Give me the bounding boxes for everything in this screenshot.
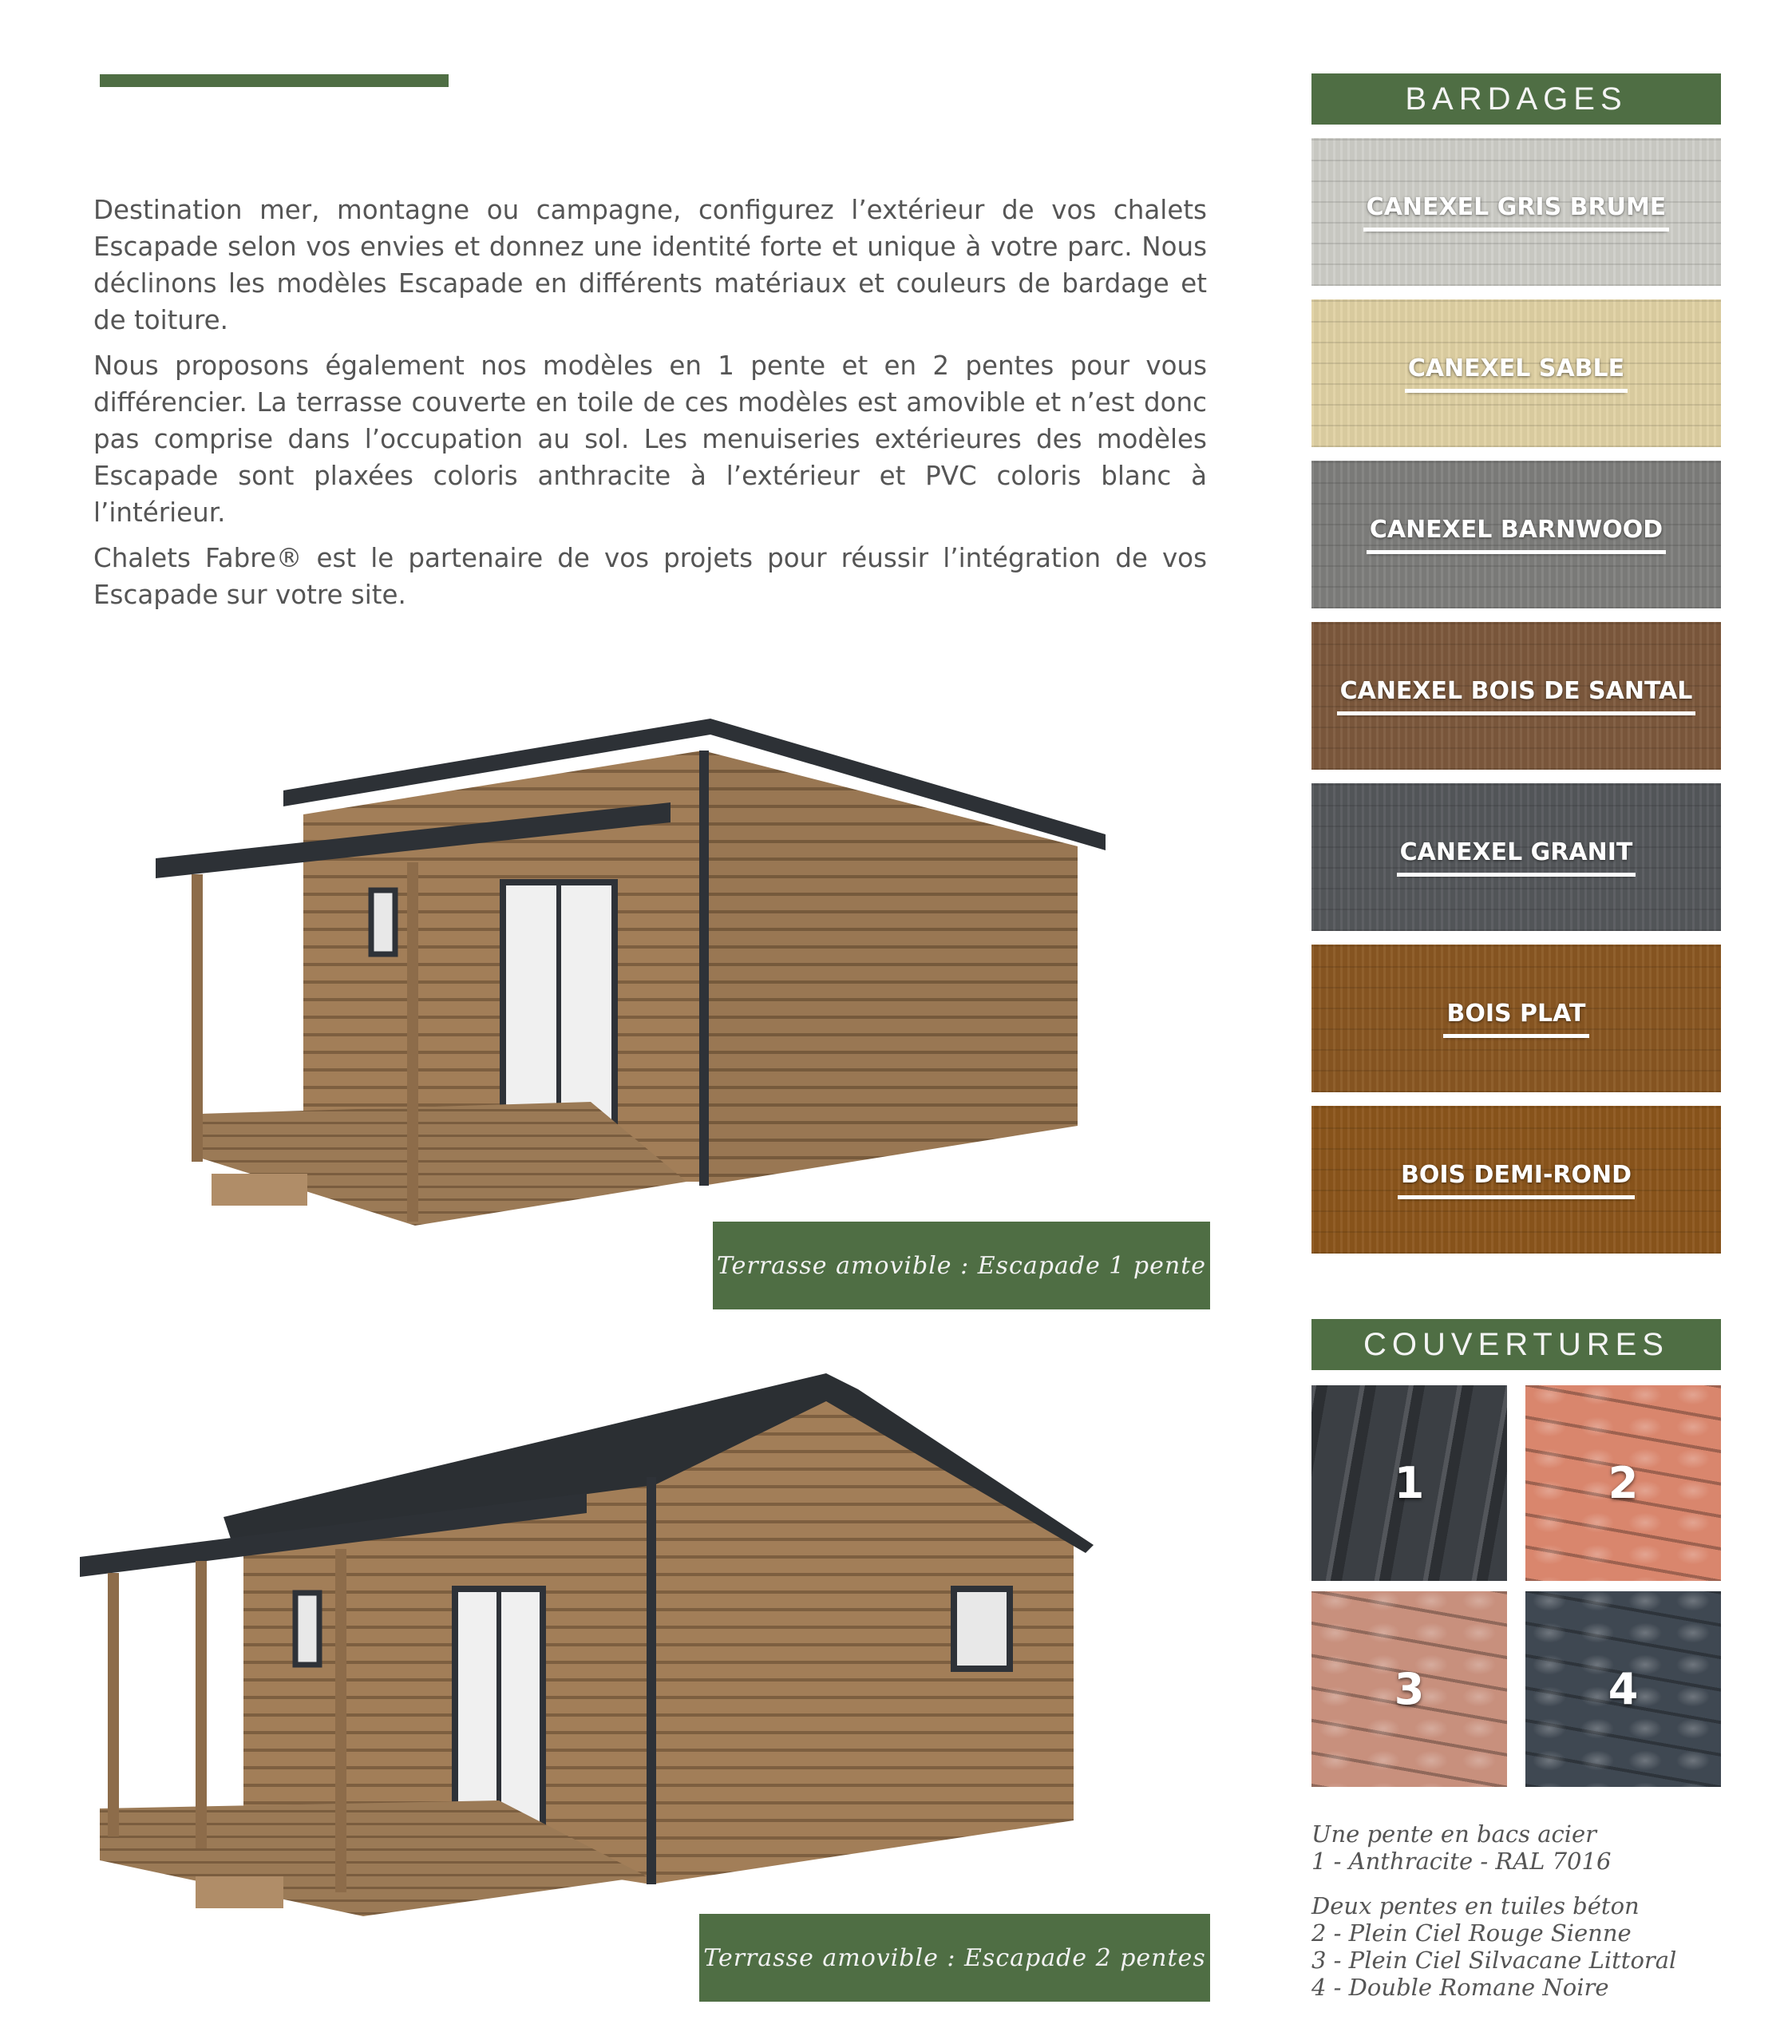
swatch-sable	[1311, 299, 1721, 447]
house-1-pente-illustration	[144, 703, 1125, 1246]
roof-notes-item-1: 1 - Anthracite - RAL 7016	[1311, 1848, 1612, 1875]
roof-tile-number: 1	[1394, 1458, 1425, 1508]
swatch-label: CANEXEL BARNWOOD	[1367, 516, 1666, 554]
roof-tile-1	[1311, 1385, 1507, 1581]
swatch-bois-de-santal	[1311, 622, 1721, 770]
swatch-gris-brume	[1311, 138, 1721, 286]
intro-paragraph-3: Chalets Fabre® est le partenaire de vos projets pour réussir l’intégration de vos Escapade sur votre site.	[93, 543, 1207, 610]
intro-text	[93, 192, 1207, 622]
swatch-label: BOIS PLAT	[1443, 1000, 1588, 1038]
swatch-bois-demi-rond	[1311, 1106, 1721, 1254]
roof-tile-number: 4	[1608, 1664, 1639, 1714]
roof-notes-group-1-title: Une pente en bacs acier	[1311, 1820, 1597, 1848]
roof-notes-item-3: 3 - Plein Ciel Silvacane Littoral	[1311, 1947, 1677, 1974]
roof-tile-3	[1311, 1591, 1507, 1787]
roof-tile-number: 3	[1394, 1664, 1425, 1714]
swatch-label: CANEXEL SABLE	[1405, 355, 1628, 393]
roof-tile-4	[1525, 1591, 1721, 1787]
swatch-bois-plat	[1311, 945, 1721, 1092]
swatch-label: BOIS DEMI-ROND	[1398, 1161, 1635, 1199]
bardages-title: BARDAGES	[1311, 73, 1721, 125]
roof-notes-item-4: 4 - Double Romane Noire	[1311, 1974, 1609, 2001]
top-accent-rule	[100, 74, 449, 87]
caption-house-2: Terrasse amovible : Escapade 2 pentes	[699, 1914, 1210, 2002]
caption-house-1: Terrasse amovible : Escapade 1 pente	[713, 1222, 1210, 1309]
swatch-barnwood	[1311, 461, 1721, 608]
roof-tile-number: 2	[1608, 1458, 1639, 1508]
roof-notes-group-2	[1311, 1892, 1758, 2001]
intro-paragraph-2: Nous proposons également nos modèles en 1 pente et en 2 pentes pour vous différencier. La terrasse couverte en toile de ces modèles est amovible et n’est donc pas comprise dans l’occupation au sol. Les menuiseries extérieures des modèles Escapade sont plaxées coloris anthracite à l’extérieur et PVC coloris blanc à l’intérieur.	[93, 351, 1207, 528]
swatch-granit	[1311, 783, 1721, 931]
house-2-pentes-illustration	[76, 1365, 1114, 1924]
roof-notes-group-2-title: Deux pentes en tuiles béton	[1311, 1892, 1640, 1919]
swatch-label: CANEXEL BOIS DE SANTAL	[1337, 677, 1696, 715]
roof-notes	[1311, 1820, 1758, 2018]
couvertures-title: COUVERTURES	[1311, 1319, 1721, 1370]
roof-notes-item-2: 2 - Plein Ciel Rouge Sienne	[1311, 1919, 1632, 1947]
intro-paragraph-1: Destination mer, montagne ou campagne, configurez l’extérieur de vos chalets Escapade selon vos envies et donnez une identité forte et unique à votre parc. Nous déclinons les modèles Escapade en différents matériaux et couleurs de bardage et de toiture.	[93, 195, 1207, 335]
roof-tile-2	[1525, 1385, 1721, 1581]
swatch-label: CANEXEL GRANIT	[1397, 838, 1636, 877]
swatch-label: CANEXEL GRIS BRUME	[1363, 193, 1670, 232]
roof-notes-group-1	[1311, 1820, 1758, 1875]
